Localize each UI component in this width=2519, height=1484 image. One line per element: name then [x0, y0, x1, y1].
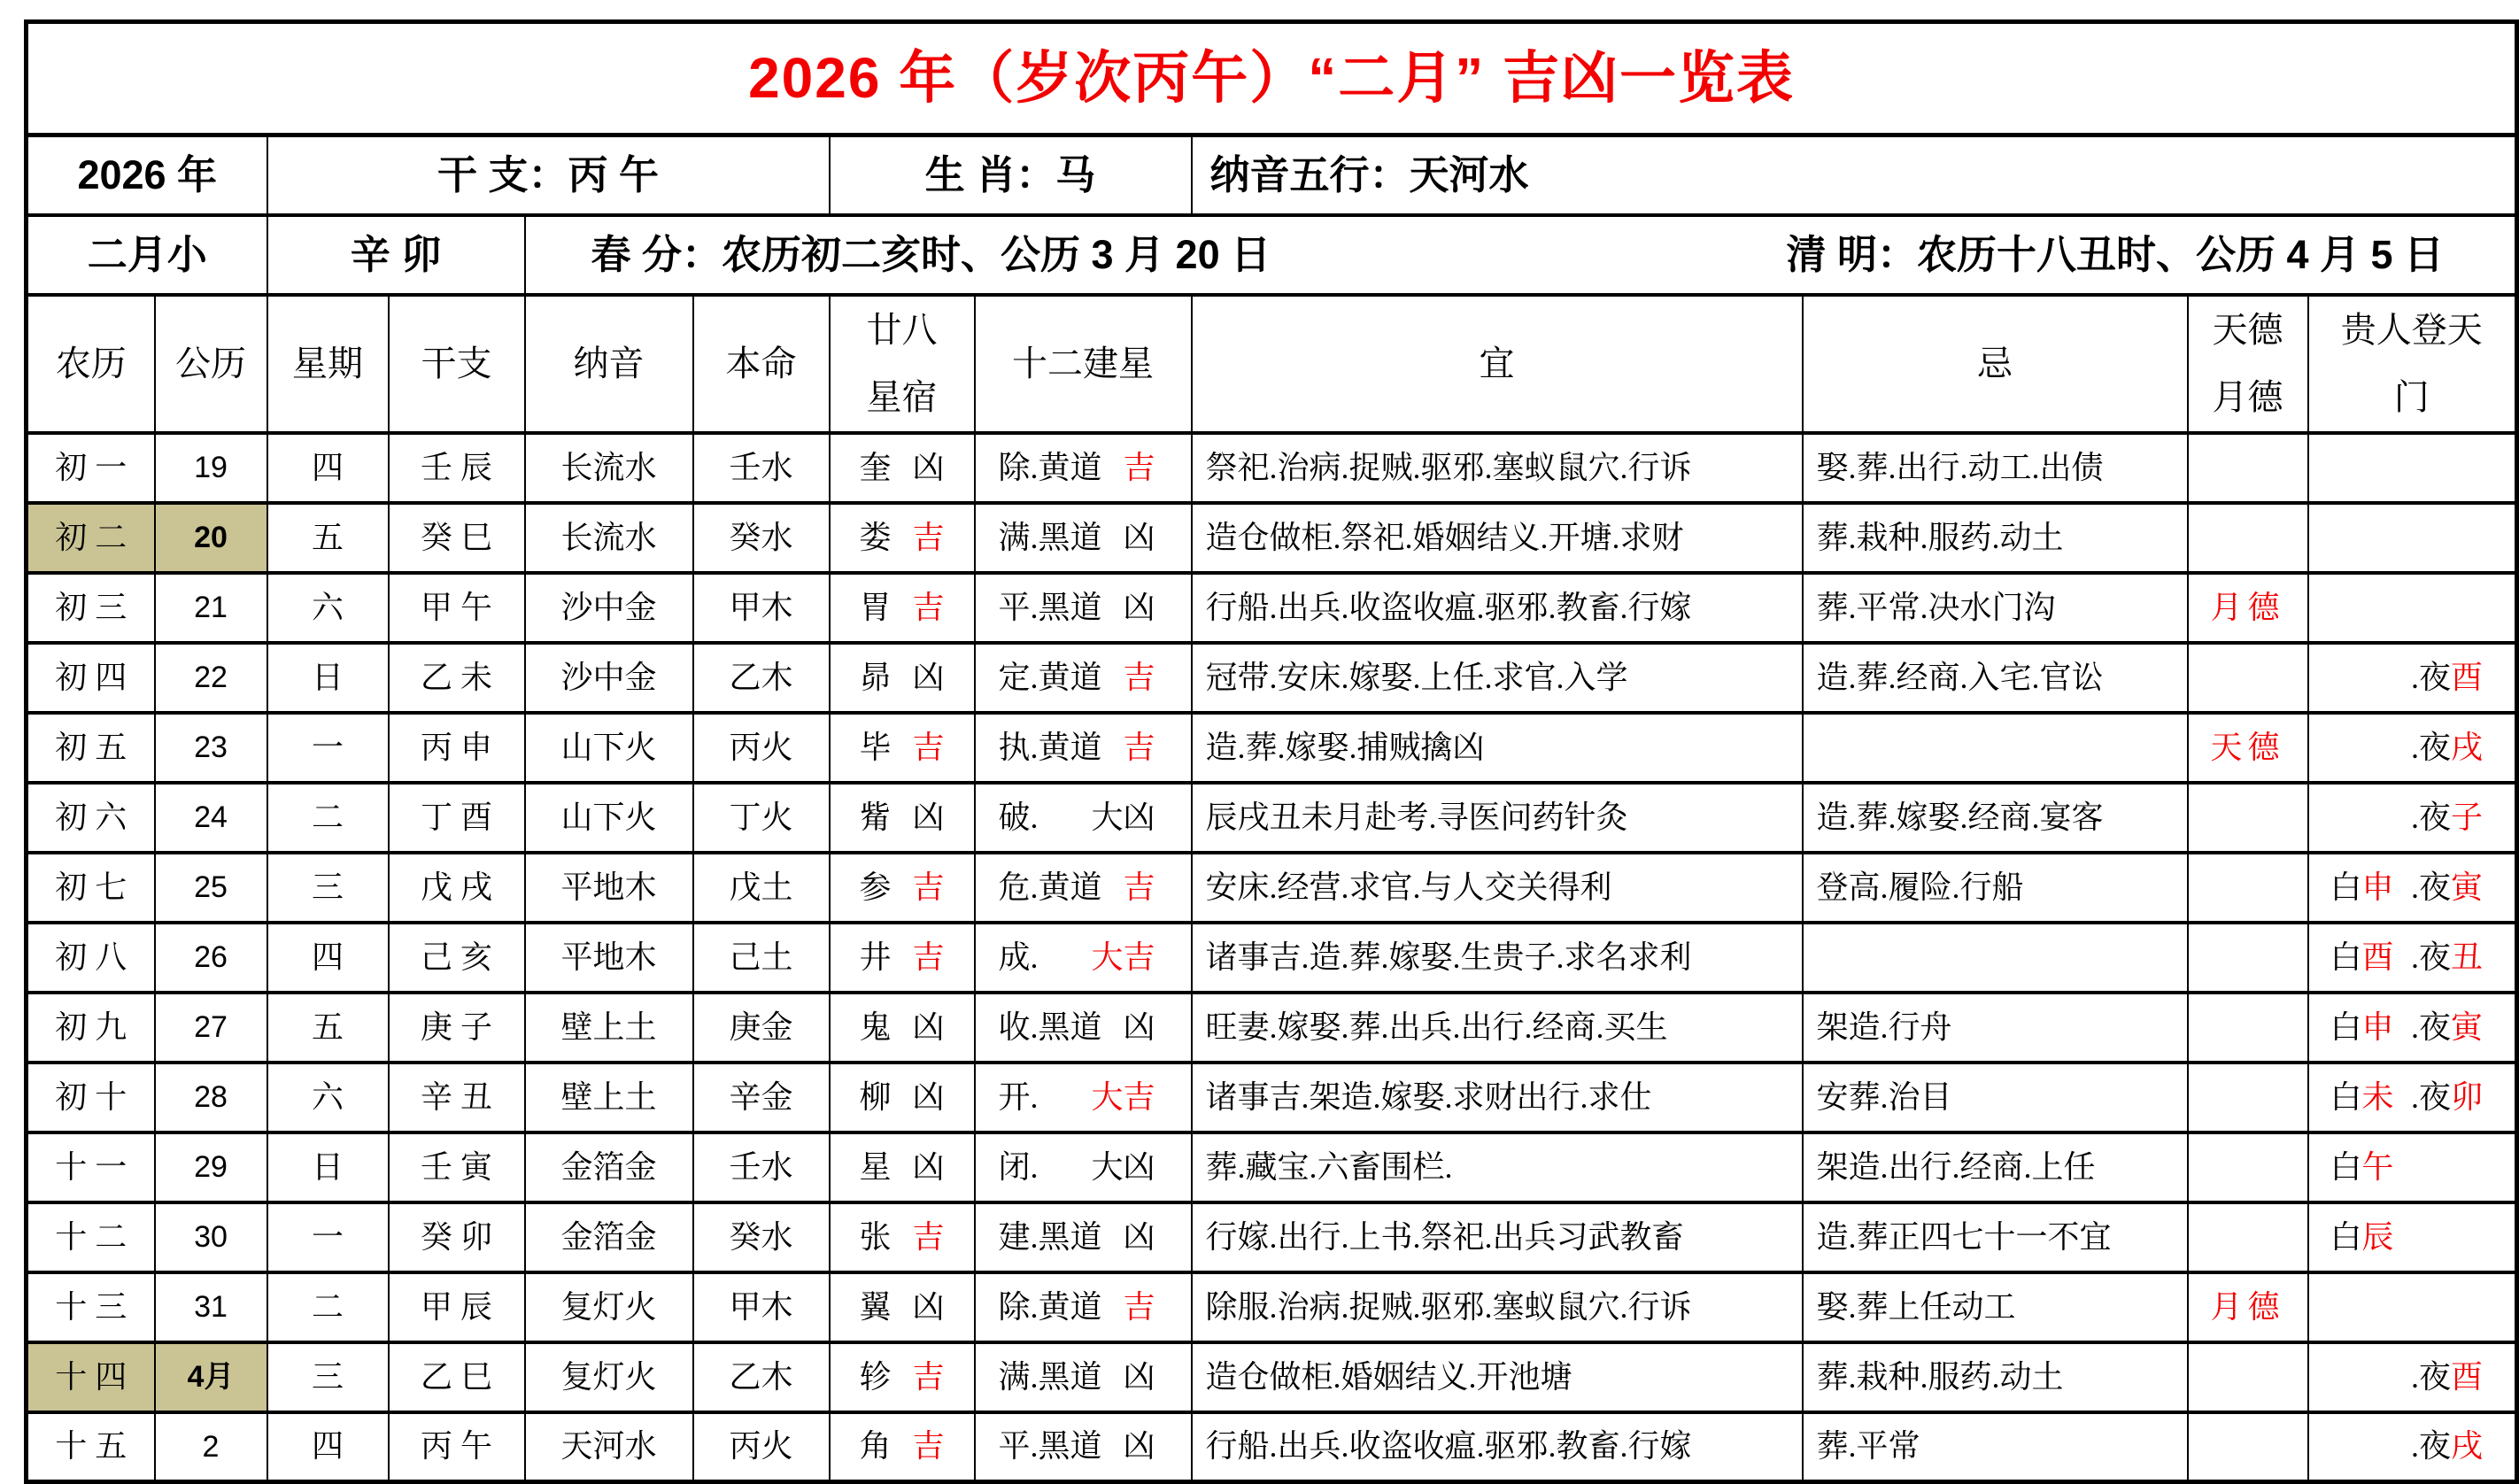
- tiande-yuede-cell: [2188, 503, 2308, 573]
- tiande-yuede-cell: [2188, 643, 2308, 713]
- nayin-wuxing-cell: 纳音五行：天河水: [1192, 135, 2517, 215]
- table-row: [27, 1063, 2517, 1132]
- guiren-cell: .夜戌: [2308, 1412, 2517, 1482]
- ganzhi-cell: 辛 丑: [389, 1063, 525, 1132]
- nayin-cell: 山下火: [525, 713, 693, 783]
- jianxing-cell: 闭. 大凶: [975, 1132, 1192, 1202]
- jianxing-cell: 危.黄道 吉: [975, 853, 1192, 923]
- title-row: [27, 22, 2517, 135]
- table-row: [27, 993, 2517, 1063]
- gregorian-date-cell: 23: [155, 713, 267, 783]
- gregorian-date-cell: 24: [155, 783, 267, 853]
- benming-cell: 己土: [693, 923, 830, 993]
- weekday-cell: 三: [267, 1342, 389, 1412]
- jianxing-cell: 收.黑道 凶: [975, 993, 1192, 1063]
- col-header-guiren: 贵人登天 门: [2308, 295, 2517, 433]
- avoid-cell: 娶.葬上任动工: [1803, 1272, 2188, 1342]
- nayin-cell: 长流水: [525, 433, 693, 503]
- gregorian-date-cell: 20: [155, 503, 267, 573]
- lunar-date-cell: 十 二: [27, 1202, 155, 1272]
- lunar-date-cell: 十 三: [27, 1272, 155, 1342]
- benming-cell: 壬水: [693, 1132, 830, 1202]
- weekday-cell: 一: [267, 1202, 389, 1272]
- jianxing-cell: 除.黄道 吉: [975, 433, 1192, 503]
- nayin-cell: 壁上土: [525, 1063, 693, 1132]
- guiren-cell: 白申 .夜寅: [2308, 853, 2517, 923]
- gregorian-date-cell: 4月: [155, 1342, 267, 1412]
- lunar-date-cell: 初 二: [27, 503, 155, 573]
- month-cell: 二月小: [27, 215, 267, 295]
- weekday-cell: 四: [267, 1412, 389, 1482]
- weekday-cell: 五: [267, 503, 389, 573]
- guiren-cell: .夜子: [2308, 783, 2517, 853]
- nayin-cell: 复灯火: [525, 1342, 693, 1412]
- weekday-cell: 四: [267, 433, 389, 503]
- ganzhi-cell: 癸 巳: [389, 503, 525, 573]
- table-row: [27, 1132, 2517, 1202]
- lunar-date-cell: 初 五: [27, 713, 155, 783]
- nayin-cell: 长流水: [525, 503, 693, 573]
- benming-cell: 丙火: [693, 1412, 830, 1482]
- benming-cell: 癸水: [693, 1202, 830, 1272]
- month-ganzhi-cell: 辛 卯: [267, 215, 525, 295]
- ganzhi-cell: 丙 午: [389, 1412, 525, 1482]
- zodiac-cell: 生 肖：马: [830, 135, 1192, 215]
- col-header-jianxing: 十二建星: [975, 295, 1192, 433]
- weekday-cell: 二: [267, 1272, 389, 1342]
- tiande-yuede-cell: [2188, 1412, 2308, 1482]
- column-header-row: [27, 295, 2517, 433]
- tiande-yuede-cell: [2188, 1202, 2308, 1272]
- almanac-table: [24, 19, 2519, 1484]
- guiren-cell: .夜戌: [2308, 713, 2517, 783]
- col-header-tiande-yuede: 天德 月德: [2188, 295, 2308, 433]
- col-header-nayin: 纳音: [525, 295, 693, 433]
- nayin-cell: 沙中金: [525, 573, 693, 643]
- jianxing-cell: 满.黑道 凶: [975, 503, 1192, 573]
- nayin-cell: 天河水: [525, 1412, 693, 1482]
- nayin-cell: 壁上土: [525, 993, 693, 1063]
- table-row: [27, 1272, 2517, 1342]
- jianxing-cell: 开. 大吉: [975, 1063, 1192, 1132]
- benming-cell: 乙木: [693, 1342, 830, 1412]
- col-header-ganzhi: 干支: [389, 295, 525, 433]
- ganzhi-cell: 乙 未: [389, 643, 525, 713]
- gregorian-date-cell: 2: [155, 1412, 267, 1482]
- avoid-cell: 葬.平常: [1803, 1412, 2188, 1482]
- table-row: [27, 643, 2517, 713]
- nayin-cell: 复灯火: [525, 1272, 693, 1342]
- lunar-date-cell: 初 一: [27, 433, 155, 503]
- ganzhi-cell: 甲 午: [389, 573, 525, 643]
- weekday-cell: 六: [267, 573, 389, 643]
- lunar-date-cell: 十 五: [27, 1412, 155, 1482]
- avoid-cell: 葬.栽种.服药.动土: [1803, 1342, 2188, 1412]
- suitable-cell: 旺妻.嫁娶.葬.出兵.出行.经商.买生: [1192, 993, 1803, 1063]
- suitable-cell: 除服.治病.捉贼.驱邪.塞蚁鼠穴.行诉: [1192, 1272, 1803, 1342]
- ganzhi-cell: 癸 卯: [389, 1202, 525, 1272]
- gregorian-date-cell: 19: [155, 433, 267, 503]
- benming-cell: 癸水: [693, 503, 830, 573]
- avoid-cell: 娶.葬.出行.动工.出债: [1803, 433, 2188, 503]
- constellation-cell: 觜 凶: [830, 783, 975, 853]
- constellation-cell: 胃 吉: [830, 573, 975, 643]
- tiande-yuede-cell: [2188, 993, 2308, 1063]
- table-row: [27, 1412, 2517, 1482]
- col-header-weekday: 星期: [267, 295, 389, 433]
- lunar-date-cell: 初 三: [27, 573, 155, 643]
- guiren-cell: 白酉 .夜丑: [2308, 923, 2517, 993]
- table-row: [27, 713, 2517, 783]
- constellation-cell: 鬼 凶: [830, 993, 975, 1063]
- suitable-cell: 行船.出兵.收盗收瘟.驱邪.教畜.行嫁: [1192, 1412, 1803, 1482]
- chunfen-term: 春 分：农历初二亥时、公历 3 月 20 日: [591, 231, 1271, 277]
- lunar-date-cell: 初 九: [27, 993, 155, 1063]
- benming-cell: 甲木: [693, 1272, 830, 1342]
- suitable-cell: 造仓做柜.婚姻结义.开池塘: [1192, 1342, 1803, 1412]
- table-row: [27, 1202, 2517, 1272]
- weekday-cell: 三: [267, 853, 389, 923]
- guiren-cell: [2308, 573, 2517, 643]
- col-header-suitable: 宜: [1192, 295, 1803, 433]
- avoid-cell: [1803, 713, 2188, 783]
- col-header-gregorian: 公历: [155, 295, 267, 433]
- guiren-cell: .夜酉: [2308, 643, 2517, 713]
- nayin-cell: 山下火: [525, 783, 693, 853]
- constellation-cell: 参 吉: [830, 853, 975, 923]
- ganzhi-cell: 壬 辰: [389, 433, 525, 503]
- constellation-cell: 角 吉: [830, 1412, 975, 1482]
- tiande-yuede-cell: 月德: [2188, 1272, 2308, 1342]
- suitable-cell: 辰戌丑未月赴考.寻医问药针灸: [1192, 783, 1803, 853]
- qingming-term: 清 明：农历十八丑时、公历 4 月 5 日: [1786, 231, 2445, 277]
- ganzhi-cell: 甲 辰: [389, 1272, 525, 1342]
- jianxing-cell: 平.黑道 凶: [975, 1412, 1192, 1482]
- tiande-yuede-cell: [2188, 433, 2308, 503]
- page-title: 2026 年（岁次丙午）“二月” 吉凶一览表: [27, 22, 2517, 135]
- constellation-cell: 轸 吉: [830, 1342, 975, 1412]
- weekday-cell: 六: [267, 1063, 389, 1132]
- lunar-date-cell: 初 七: [27, 853, 155, 923]
- tiande-yuede-cell: [2188, 783, 2308, 853]
- guiren-cell: [2308, 433, 2517, 503]
- ganzhi-cell: 乙 巳: [389, 1342, 525, 1412]
- jianxing-cell: 执.黄道 吉: [975, 713, 1192, 783]
- avoid-cell: 架造.出行.经商.上任: [1803, 1132, 2188, 1202]
- gregorian-date-cell: 22: [155, 643, 267, 713]
- nayin-cell: 沙中金: [525, 643, 693, 713]
- avoid-cell: 葬.栽种.服药.动土: [1803, 503, 2188, 573]
- tiande-yuede-cell: [2188, 853, 2308, 923]
- lunar-date-cell: 十 一: [27, 1132, 155, 1202]
- ganzhi-cell: 壬 寅: [389, 1132, 525, 1202]
- weekday-cell: 四: [267, 923, 389, 993]
- benming-cell: 辛金: [693, 1063, 830, 1132]
- avoid-cell: 葬.平常.决水门沟: [1803, 573, 2188, 643]
- gregorian-date-cell: 27: [155, 993, 267, 1063]
- jianxing-cell: 满.黑道 凶: [975, 1342, 1192, 1412]
- tiande-yuede-cell: 天德: [2188, 713, 2308, 783]
- jianxing-cell: 成. 大吉: [975, 923, 1192, 993]
- constellation-cell: 奎 凶: [830, 433, 975, 503]
- lunar-date-cell: 初 四: [27, 643, 155, 713]
- gregorian-date-cell: 30: [155, 1202, 267, 1272]
- constellation-cell: 昴 凶: [830, 643, 975, 713]
- table-row: [27, 783, 2517, 853]
- constellation-cell: 井 吉: [830, 923, 975, 993]
- guiren-cell: 白辰: [2308, 1202, 2517, 1272]
- col-header-benming: 本命: [693, 295, 830, 433]
- lunar-date-cell: 十 四: [27, 1342, 155, 1412]
- benming-cell: 戊土: [693, 853, 830, 923]
- lunar-date-cell: 初 八: [27, 923, 155, 993]
- year-cell: 2026 年: [27, 135, 267, 215]
- tiande-yuede-cell: 月德: [2188, 573, 2308, 643]
- jianxing-cell: 平.黑道 凶: [975, 573, 1192, 643]
- constellation-cell: 翼 凶: [830, 1272, 975, 1342]
- constellation-cell: 柳 凶: [830, 1063, 975, 1132]
- tiande-yuede-cell: [2188, 1132, 2308, 1202]
- guiren-cell: 白未 .夜卯: [2308, 1063, 2517, 1132]
- weekday-cell: 五: [267, 993, 389, 1063]
- table-row: [27, 853, 2517, 923]
- jianxing-cell: 破. 大凶: [975, 783, 1192, 853]
- ganzhi-cell: 丁 酉: [389, 783, 525, 853]
- guiren-cell: 白午: [2308, 1132, 2517, 1202]
- tiande-yuede-cell: [2188, 1063, 2308, 1132]
- weekday-cell: 一: [267, 713, 389, 783]
- benming-cell: 壬水: [693, 433, 830, 503]
- benming-cell: 丙火: [693, 713, 830, 783]
- suitable-cell: 行嫁.出行.上书.祭祀.出兵习武教畜: [1192, 1202, 1803, 1272]
- table-row: [27, 503, 2517, 573]
- avoid-cell: 造.葬正四七十一不宜: [1803, 1202, 2188, 1272]
- gregorian-date-cell: 21: [155, 573, 267, 643]
- ganzhi-cell: 庚 子: [389, 993, 525, 1063]
- benming-cell: 丁火: [693, 783, 830, 853]
- nayin-cell: 金箔金: [525, 1132, 693, 1202]
- suitable-cell: 造仓做柜.祭祀.婚姻结义.开塘.求财: [1192, 503, 1803, 573]
- constellation-cell: 张 吉: [830, 1202, 975, 1272]
- jianxing-cell: 建.黑道 凶: [975, 1202, 1192, 1272]
- suitable-cell: 诸事吉.架造.嫁娶.求财出行.求仕: [1192, 1063, 1803, 1132]
- ganzhi-cell: 己 亥: [389, 923, 525, 993]
- table-body: [27, 433, 2517, 1482]
- year-info-row: [27, 135, 2517, 215]
- suitable-cell: 行船.出兵.收盗收瘟.驱邪.教畜.行嫁: [1192, 573, 1803, 643]
- weekday-cell: 日: [267, 1132, 389, 1202]
- gregorian-date-cell: 29: [155, 1132, 267, 1202]
- col-header-constellation: 廿八 星宿: [830, 295, 975, 433]
- gregorian-date-cell: 28: [155, 1063, 267, 1132]
- avoid-cell: 造.葬.嫁娶.经商.宴客: [1803, 783, 2188, 853]
- table-row: [27, 923, 2517, 993]
- avoid-cell: 架造.行舟: [1803, 993, 2188, 1063]
- gregorian-date-cell: 26: [155, 923, 267, 993]
- table-row: [27, 573, 2517, 643]
- weekday-cell: 二: [267, 783, 389, 853]
- avoid-cell: 造.葬.经商.入宅.官讼: [1803, 643, 2188, 713]
- month-info-row: [27, 215, 2517, 295]
- constellation-cell: 星 凶: [830, 1132, 975, 1202]
- suitable-cell: 造.葬.嫁娶.捕贼擒凶: [1192, 713, 1803, 783]
- gregorian-date-cell: 31: [155, 1272, 267, 1342]
- guiren-cell: [2308, 1272, 2517, 1342]
- constellation-cell: 毕 吉: [830, 713, 975, 783]
- suitable-cell: 诸事吉.造.葬.嫁娶.生贵子.求名求利: [1192, 923, 1803, 993]
- table-row: [27, 1342, 2517, 1412]
- table-row: [27, 433, 2517, 503]
- col-header-avoid: 忌: [1803, 295, 2188, 433]
- ganzhi-cell: 丙 申: [389, 713, 525, 783]
- weekday-cell: 日: [267, 643, 389, 713]
- lunar-date-cell: 初 六: [27, 783, 155, 853]
- tiande-yuede-cell: [2188, 923, 2308, 993]
- avoid-cell: 登高.履险.行船: [1803, 853, 2188, 923]
- avoid-cell: [1803, 923, 2188, 993]
- lunar-date-cell: 初 十: [27, 1063, 155, 1132]
- benming-cell: 甲木: [693, 573, 830, 643]
- guiren-cell: 白申 .夜寅: [2308, 993, 2517, 1063]
- nayin-cell: 平地木: [525, 853, 693, 923]
- year-ganzhi-cell: 干 支：丙 午: [267, 135, 830, 215]
- jianxing-cell: 定.黄道 吉: [975, 643, 1192, 713]
- suitable-cell: 安床.经营.求官.与人交关得利: [1192, 853, 1803, 923]
- benming-cell: 乙木: [693, 643, 830, 713]
- suitable-cell: 祭祀.治病.捉贼.驱邪.塞蚁鼠穴.行诉: [1192, 433, 1803, 503]
- gregorian-date-cell: 25: [155, 853, 267, 923]
- col-header-lunar: 农历: [27, 295, 155, 433]
- benming-cell: 庚金: [693, 993, 830, 1063]
- nayin-cell: 金箔金: [525, 1202, 693, 1272]
- suitable-cell: 冠带.安床.嫁娶.上任.求官.入学: [1192, 643, 1803, 713]
- tiande-yuede-cell: [2188, 1342, 2308, 1412]
- ganzhi-cell: 戊 戌: [389, 853, 525, 923]
- avoid-cell: 安葬.治目: [1803, 1063, 2188, 1132]
- nayin-cell: 平地木: [525, 923, 693, 993]
- constellation-cell: 娄 吉: [830, 503, 975, 573]
- guiren-cell: .夜酉: [2308, 1342, 2517, 1412]
- guiren-cell: [2308, 503, 2517, 573]
- jianxing-cell: 除.黄道 吉: [975, 1272, 1192, 1342]
- suitable-cell: 葬.藏宝.六畜围栏.: [1192, 1132, 1803, 1202]
- solar-terms-cell: [525, 215, 2517, 295]
